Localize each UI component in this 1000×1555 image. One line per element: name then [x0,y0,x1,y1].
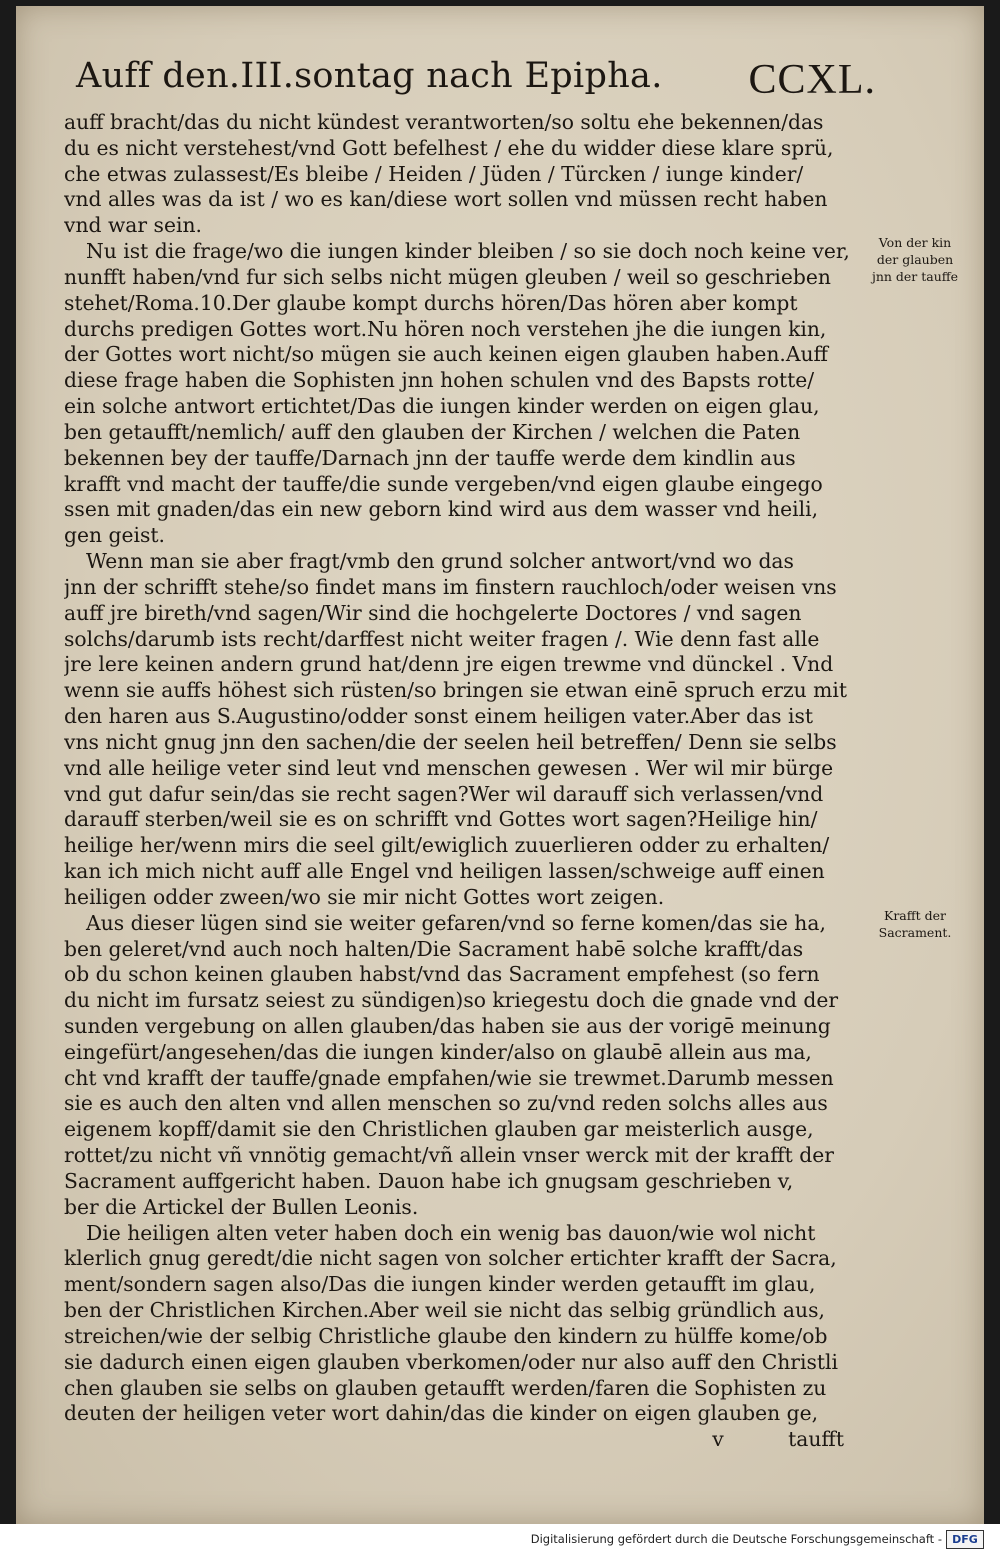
text-line: du nicht im fursatz seiest zu sündigen)so kriegestu doch die gnade vnd der [64,988,839,1013]
text-line: sie dadurch einen eigen glauben vberkomen/oder nur also auff den Christli [64,1349,838,1374]
main-text-block [64,110,864,1453]
book-page [16,6,984,1524]
text-line: Die heiligen alten veter haben doch ein wenig bas dauon/wie wol nicht [86,1220,816,1245]
text-line: auff bracht/das du nicht kündest verantworten/so soltu ehe bekennen/das [64,110,824,134]
footer-bar [0,1524,1000,1555]
text-line: heilige her/wenn mirs die seel gilt/ewiglich zuuerlieren odder zu erhalten/ [64,833,830,858]
marginal-note-line: Von der kin [878,235,952,250]
text-line: cht vnd krafft der tauffe/gnade empfahen/wie sie trewmet.Darumb messen [64,1065,834,1090]
text-line: stehet/Roma.10.Der glaube kompt durchs hören/Das hören aber kompt [64,290,798,315]
text-line: durchs predigen Gottes wort.Nu hören noch verstehen jhe die iungen kin, [64,316,827,341]
text-line: ssen mit gnaden/das ein new geborn kind wird aus dem wasser vnd heili, [64,497,819,522]
text-line: jnn der schrifft stehe/so findet mans im finstern rauchloch/oder weisen vns [64,574,837,599]
text-line: eigenem kopff/damit sie den Christlichen glauben gar meisterlich ausge, [64,1117,814,1142]
text-line: Sacrament auffgericht haben. Dauon habe ich gnugsam geschrieben v, [64,1168,794,1193]
text-line: gen geist. [64,523,165,548]
funding-credit: Digitalisierung gefördert durch die Deutsche Forschungsgemeinschaft - [530,1532,942,1546]
text-line: ob du schon keinen glauben habst/vnd das Sacrament empfehest (so fern [64,962,820,987]
text-line: ment/sondern sagen also/Das die iungen kinder werden getaufft im glau, [64,1272,816,1297]
text-line: vnd alles was da ist / wo es kan/diese wort sollen vnd müssen recht haben [64,187,828,212]
marginal-note-line: Krafft der [883,908,947,923]
text-line: ber die Artickel der Bullen Leonis. [64,1194,419,1219]
text-line: vnd war sein. [64,213,202,238]
text-line: sunden vergebung on allen glauben/das haben sie aus der vorigē meinung [64,1013,831,1038]
text-line: chen glauben sie selbs on glauben getaufft werden/faren die Sophisten zu [64,1375,827,1400]
text-line: auff jre bireth/vnd sagen/Wir sind die hochgelerte Doctores / vnd sagen [64,600,802,625]
text-line: vns nicht gnug jnn den sachen/die der seelen heil betreffen/ Denn sie selbs [64,729,837,754]
text-line: jre lere keinen andern grund hat/denn jre eigen trewme vnd dünckel . Vnd [64,652,834,677]
text-line: vnd alle heilige veter sind leut vnd menschen gewesen . Wer wil mir bürge [64,755,834,780]
text-line: ben geleret/vnd auch noch halten/Die Sacrament habē solche krafft/das [64,936,804,961]
text-line: Aus dieser lügen sind sie weiter gefaren/vnd so ferne komen/das sie ha, [86,910,826,935]
catchword: v taufft [712,1427,844,1452]
text-line: diese frage haben die Sophisten jnn hohen schulen vnd des Bapsts rotte/ [64,368,815,393]
text-line: deuten der heiligen veter wort dahin/das die kinder on eigen glauben ge, [64,1401,819,1426]
marginal-note-line: der glauben [876,252,954,267]
text-line: Wenn man sie aber fragt/vmb den grund solcher antwort/vnd wo das [86,549,794,574]
text-line: rottet/zu nicht vñ vnnötig gemacht/vñ allein vnser werck mit der krafft der [64,1143,834,1168]
text-line: den haren aus S.Augustino/odder sonst einem heiligen vater.Aber das ist [64,704,813,729]
text-line: che etwas zulassest/Es bleibe / Heiden / Jüden / Türcken / iunge kinder/ [64,161,804,186]
text-line: solchs/darumb ists recht/darffest nicht weiter fragen /. Wie denn fast alle [64,626,820,651]
text-line: nunfft haben/vnd fur sich selbs nicht mügen gleuben / weil so geschrieben [64,264,831,289]
text-line: Nu ist die frage/wo die iungen kinder bleiben / so sie doch noch keine ver, [86,239,850,264]
folio-number: CCXL. [748,57,876,103]
marginal-note-kinder-glauben [850,234,980,285]
text-line: ben getaufft/nemlich/ auff den glauben der Kirchen / welchen die Paten [64,419,801,444]
text-line: eingefürt/angesehen/das die iungen kinder/also on glaubē allein aus ma, [64,1039,812,1064]
text-line: heiligen odder zween/wo sie mir nicht Gottes wort zeigen. [64,884,665,909]
text-line: der Gottes wort nicht/so mügen sie auch keinen eigen glauben haben.Auff [64,342,828,367]
text-line: bekennen bey der tauffe/Darnach jnn der tauffe werde dem kindlin aus [64,445,796,470]
text-line: vnd gut dafur sein/das sie recht sagen?Wer wil darauff sich verlassen/vnd [64,781,824,806]
text-line: krafft vnd macht der tauffe/die sunde vergeben/vnd eigen glaube eingego [64,471,823,496]
running-title: Auff den.III.sontag nach Epipha. [76,56,663,96]
text-line: ein solche antwort ertichtet/Das die iungen kinder werden on eigen glau, [64,394,820,419]
marginal-note-krafft-sacrament [850,907,980,941]
page-header [76,52,876,112]
text-line: kan ich mich nicht auff alle Engel vnd heiligen lassen/schweige auff einen [64,859,825,884]
text-line: klerlich gnug geredt/die nicht sagen von solcher ertichter krafft der Sacra, [64,1246,837,1271]
text-line: sie es auch den alten vnd allen menschen so zu/vnd reden solchs alles aus [64,1091,828,1116]
marginal-note-line: Sacrament. [878,925,952,940]
text-line: darauff sterben/weil sie es on schrifft vnd Gottes wort sagen?Heilige hin/ [64,807,818,832]
text-line: du es nicht verstehest/vnd Gott befelhest / ehe du widder diese klare sprü, [64,135,834,160]
text-line: streichen/wie der selbig Christliche glaube den kindern zu hülffe kome/ob [64,1323,828,1348]
marginal-note-line: jnn der tauffe [871,269,959,284]
dfg-logo-icon: DFG [946,1530,984,1549]
text-line: ben der Christlichen Kirchen.Aber weil sie nicht das selbig gründlich aus, [64,1298,825,1323]
text-line: wenn sie auffs höhest sich rüsten/so bringen sie etwan einē spruch erzu mit [64,678,848,703]
